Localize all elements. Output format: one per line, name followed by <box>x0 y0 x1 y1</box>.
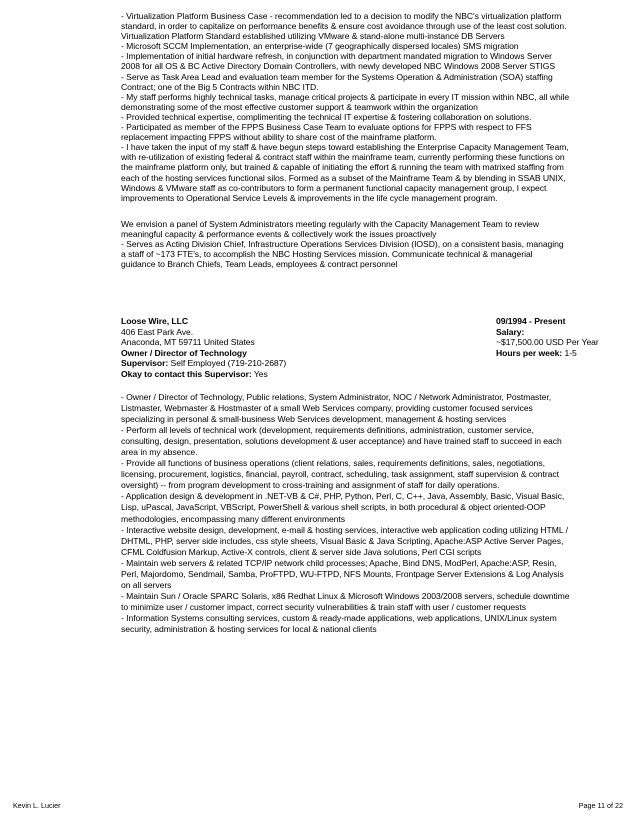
text-line: 2008 for all OS & BC Active Directory Domain Controllers, with newly developed NBC Windows 2008 Server STIGS <box>121 61 556 72</box>
text-line: guidance to Branch Chiefs, Team Leads, employees & contract personnel <box>121 259 398 270</box>
contact-value: Yes <box>251 368 268 379</box>
text-line: improvements to Operational Service Levels & improvements in the life cycle management program. <box>121 192 498 203</box>
duty-line: - Interactive website design, development, e-mail & hosting services, interactive web application coding utilizing HTML / <box>121 524 568 535</box>
text-line: replacement impacting FPPS without ability to share cost of the mainframe platform. <box>121 132 437 143</box>
employer-row <box>121 316 626 327</box>
duty-line: Perl, Majordomo, Sendmail, Samba, ProFTPD, WU-FTPD, NFS Mounts, Frontpage Server Extensions & Log Analysis <box>121 568 564 579</box>
job-duties-block <box>121 392 626 635</box>
text-line: demonstrating some of the most effective customer support & teamwork within the organization <box>121 101 478 112</box>
text-line: meaningful capacity & performance events & collectively work the issues proactively <box>121 229 437 240</box>
footer-author: Kevin L. Lucier <box>13 801 61 810</box>
text-line: with re-utilization of existing federal & contract staff within the mainframe team, currently performing these functions on <box>121 152 565 163</box>
job-title: Owner / Director of Technology <box>121 347 247 358</box>
job-dates: 09/1994 - Present <box>496 316 566 326</box>
hours-per-week <box>496 348 577 359</box>
text-line: each of the hosting services functional silos. Formed as a subset of the Mainframe Team & by blending in SSAB UNIX, <box>121 172 566 183</box>
text-line: - Microsoft SCCM Implementation, an enterprise-wide (7 geographically dispersed locales) SMS migration <box>121 41 519 52</box>
duty-line: DHTML, PHP, server side includes, css style sheets, Visual Basic & Java Scripting, Apache:ASP Active Server Pages, <box>121 535 564 546</box>
text-line: We envision a panel of System Administrators meeting regularly with the Capacity Management Team to review <box>121 219 540 229</box>
duty-line: methodologies, encompassing many different environments <box>121 513 345 524</box>
duty-line: - Application design & development in .NET-VB & C#, PHP, Python, Perl, C, C++, Java, Assembly, Basic, Visual Basic, <box>121 491 565 502</box>
duty-line: to minimize user / customer impact, correct security vulnerabilities & train staff with user / customer requests <box>121 601 526 612</box>
duty-line: on all servers <box>121 579 172 590</box>
hours-value: 1-5 <box>562 347 577 358</box>
supervisor-row <box>121 358 626 369</box>
salary-label: Salary: <box>496 326 525 337</box>
employer-city: Anaconda, MT 59711 United States <box>121 337 255 348</box>
duty-line: - Information Systems consulting services, custom & ready-made applications, web applications, UNIX/Linux system <box>121 612 557 623</box>
footer-page-number: Page 11 of 22 <box>578 801 623 810</box>
text-line: - Virtualization Platform Business Case - recommendation led to a decision to modify the NBC's virtualization platform <box>121 11 562 21</box>
duty-line: Listmaster, Webmaster & Hostmaster of a small Web Services company, providing customer focused services <box>121 403 533 414</box>
duty-line: Lisp, uPascal, JavaScript, VBScript, PowerShell & various shell scripts, in both procedural & object oriented-OOP <box>121 502 546 513</box>
text-line: - Provided technical expertise, complimenting the technical IT expertise & fostering collaboration on solutions. <box>121 111 532 122</box>
text-line: a staff of ~173 FTE's, to accomplish the NBC Hosting Services mission. Communicate technical & managerial <box>121 249 533 260</box>
supervisor-value: Self Employed (719-210-2687) <box>168 358 287 369</box>
text-line: - I have taken the input of my staff & have begun steps toward establishing the Enterprise Capacity Management Team, <box>121 142 569 153</box>
experience-continued-block <box>121 11 626 203</box>
text-line: Virtualization Platform Standard established utilizing VMware & stand-alone multi-instance DB Servers <box>121 31 505 42</box>
hours-label: Hours per week: <box>496 347 563 358</box>
contact-row <box>121 369 626 380</box>
text-line: - Serve as Task Area Lead and evaluation team member for the Systems Operation & Administration (SOA) staffing <box>121 71 553 82</box>
text-line: - Participated as member of the FPPS Business Case Team to evaluate options for FPPS with respect to FFS <box>121 122 532 133</box>
text-line: - Serves as Acting Division Chief, Infrastructure Operations Services Division (IOSD), on a consistent basis, managing <box>121 239 564 250</box>
text-line: the mainframe platform only, but trained & capable of initiating the effort & running the team with matrixed staffing from <box>121 162 564 173</box>
text-line: - My staff performs highly technical tasks, manage critical projects & participate in every IT mission within NBC, all while <box>121 91 570 102</box>
employer-address: 406 East Park Ave. <box>121 326 194 337</box>
employer-name: Loose Wire, LLC <box>121 316 188 326</box>
vision-block <box>121 219 626 269</box>
supervisor-label: Supervisor: <box>121 358 169 369</box>
text-line: Windows & VMware staff as co-contributors to form a permanent functional capacity management group, I expect <box>121 182 547 193</box>
text-line: standard, in order to capitalize on performance benefits & ensure cost avoidance through use of the least cost solution. <box>121 21 567 32</box>
text-line: - Implementation of initial hardware refresh, in conjunction with department mandated migration to Windows Server <box>121 51 552 62</box>
duty-line: security, administration & hosting services for local & national clients <box>121 623 377 634</box>
address-row-1 <box>121 327 626 338</box>
address-row-2 <box>121 337 626 348</box>
salary-value: ~$17,500.00 USD Per Year <box>496 337 599 348</box>
duty-line: consulting, design, presentation, solutions development & user acceptance) and have trained staff to succeed in each <box>121 436 562 447</box>
duty-line: oversight) -- from program development to cross-training and assignment of staff for daily operations. <box>121 480 500 491</box>
duty-line: - Perform all levels of technical work (development, requirements definitions, administration, customer service, <box>121 425 534 436</box>
job-entry-header <box>121 316 626 380</box>
duty-line: specializing in personal & small-business Web Services development, management & hosting services <box>121 414 507 425</box>
duty-line: licensing, procurement, logistics, financial, payroll, contract, scheduling, task assignment, staff supervision & contract <box>121 469 559 480</box>
text-line: Contract; one of the Big 5 Contracts within NBC ITD. <box>121 81 319 92</box>
duty-line: CFML Coldfusion Markup, Active-X controls, client & server side Java solutions, Perl CGI scripts <box>121 546 482 557</box>
contact-label: Okay to contact this Supervisor: <box>121 368 252 379</box>
duty-line: area in my absence. <box>121 447 198 458</box>
duty-line: - Maintain Sun / Oracle SPARC Solaris, x86 Redhat Linux & Microsoft Windows 2003/2008 servers, schedule downtime <box>121 590 570 601</box>
duty-line: - Owner / Director of Technology, Public relations, System Administrator, NOC / Network Administrator, Postmaster, <box>121 392 552 402</box>
duty-line: - Maintain web servers & related TCP/IP network child processes; Apache, Bind DNS, ModPerl, Apache:ASP, Resin, <box>121 557 557 568</box>
duty-line: - Provide all functions of business operations (client relations, sales, requirements definitions, sales, negotiations, <box>121 458 545 469</box>
